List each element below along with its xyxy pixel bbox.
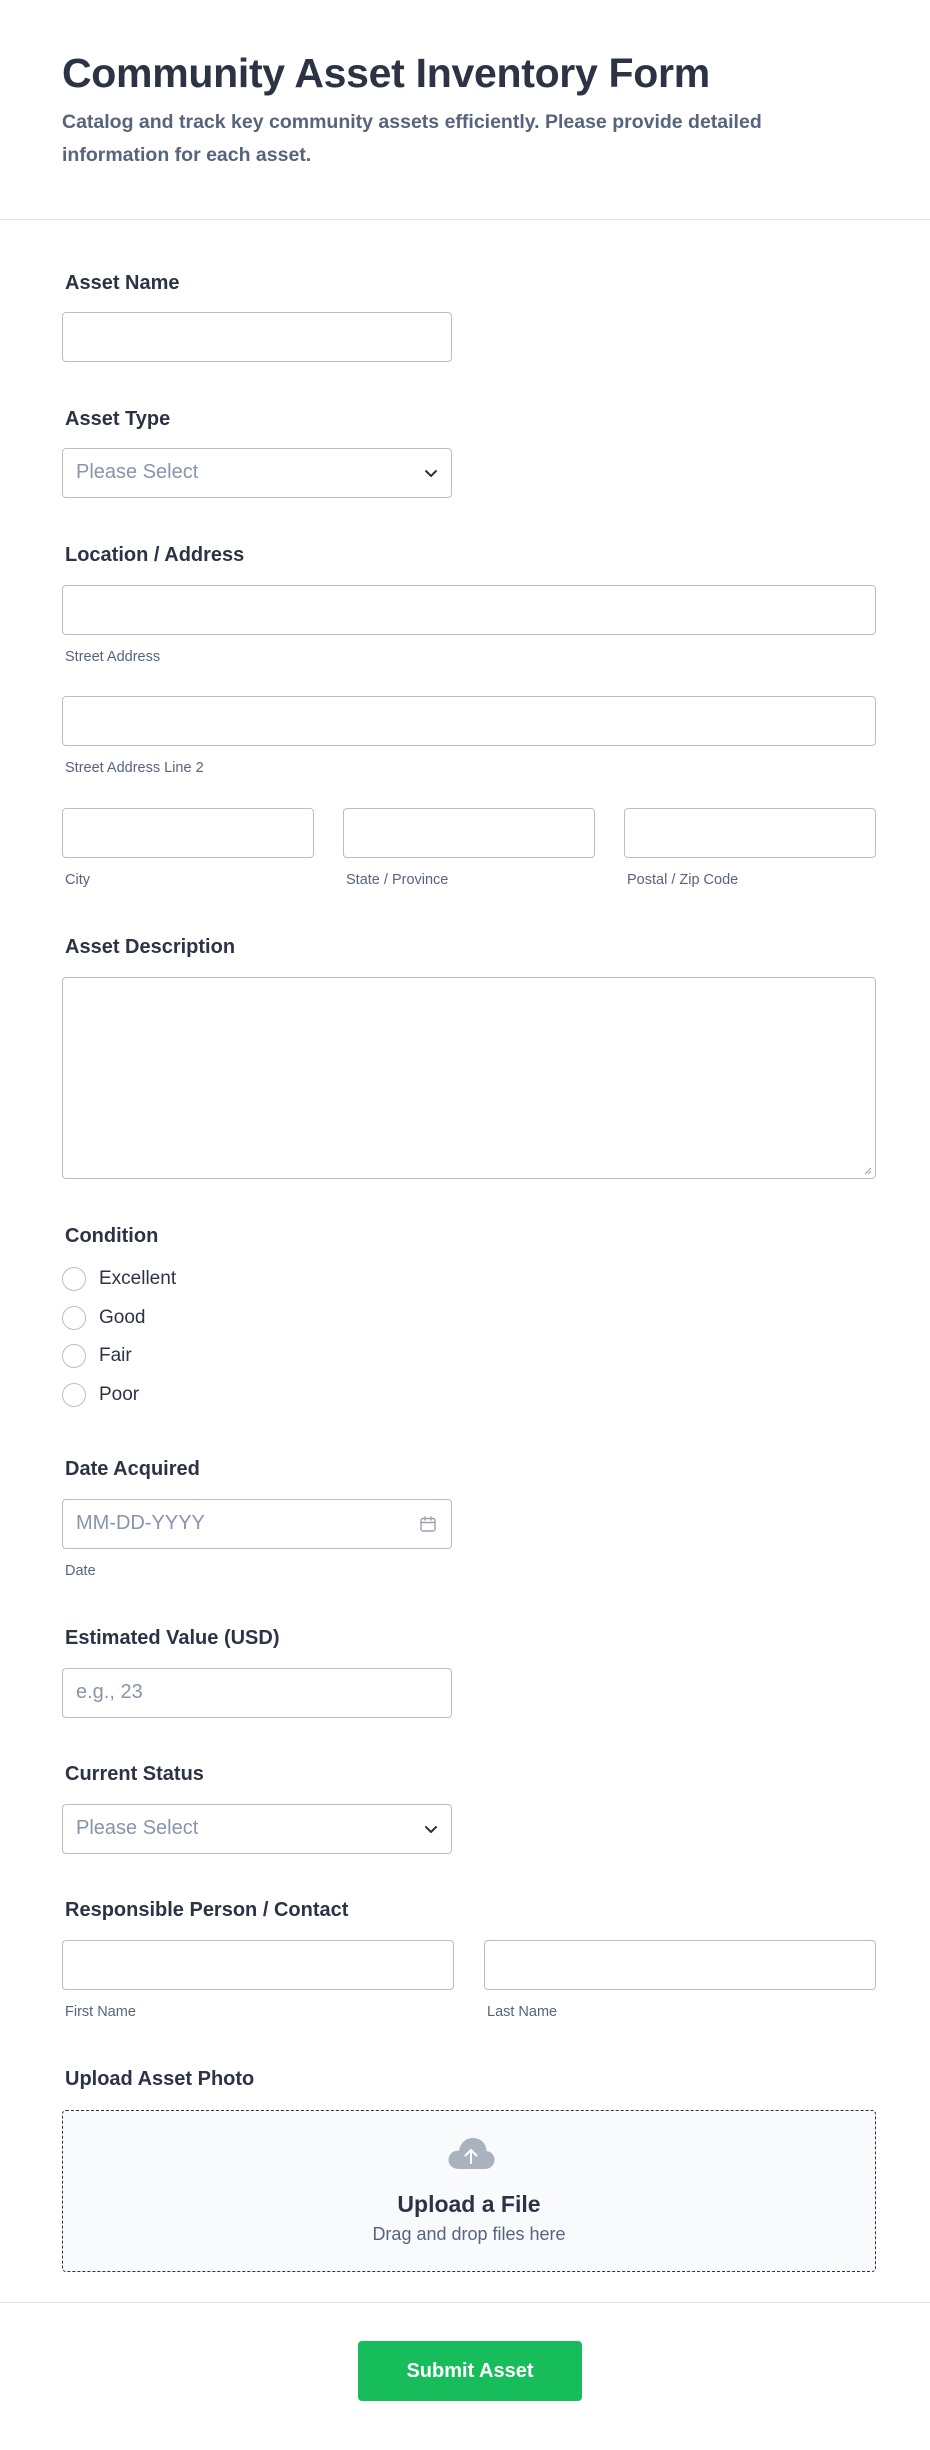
upload-title: Upload a File	[397, 2191, 541, 2217]
first-name-sublabel: First Name	[65, 2004, 136, 2020]
chevron-down-icon	[423, 465, 439, 481]
asset-description-textarea[interactable]	[62, 977, 876, 1179]
asset-description-label: Asset Description	[65, 936, 236, 958]
calendar-icon[interactable]	[419, 1515, 437, 1533]
asset-type-select[interactable]	[62, 448, 452, 498]
last-name-input[interactable]	[484, 1940, 876, 1990]
last-name-sublabel: Last Name	[487, 2004, 558, 2020]
responsible-person-label: Responsible Person / Contact	[65, 1899, 349, 1921]
date-acquired-input[interactable]	[62, 1499, 452, 1549]
date-sublabel: Date	[65, 1563, 96, 1579]
street-address-line2-sublabel: Street Address Line 2	[65, 760, 204, 776]
street-address-input[interactable]	[62, 585, 876, 635]
current-status-placeholder: Please Select	[76, 1817, 199, 1839]
estimated-value-input[interactable]	[62, 1668, 452, 1718]
current-status-label: Current Status	[65, 1763, 204, 1785]
radio-circle[interactable]	[62, 1383, 86, 1407]
street-address-line2-input[interactable]	[62, 696, 876, 746]
first-name-input[interactable]	[62, 1940, 454, 1990]
radio-circle[interactable]	[62, 1267, 86, 1291]
form-title: Community Asset Inventory Form	[62, 50, 710, 96]
condition-label: Condition	[65, 1225, 159, 1247]
radio-circle[interactable]	[62, 1344, 86, 1368]
file-upload-dropzone[interactable]	[62, 2110, 876, 2272]
radio-label: Poor	[99, 1384, 140, 1405]
upload-photo-label: Upload Asset Photo	[65, 2068, 255, 2090]
radio-label: Fair	[99, 1345, 132, 1366]
asset-type-label: Asset Type	[65, 408, 171, 430]
radio-circle[interactable]	[62, 1306, 86, 1330]
form-header	[0, 0, 930, 220]
location-label: Location / Address	[65, 544, 245, 566]
radio-label: Excellent	[99, 1268, 177, 1289]
asset-type-placeholder: Please Select	[76, 461, 199, 483]
city-input[interactable]	[62, 808, 314, 858]
form-footer	[0, 2302, 930, 2450]
asset-name-input[interactable]	[62, 312, 452, 362]
current-status-select[interactable]	[62, 1804, 452, 1854]
postal-code-input[interactable]	[624, 808, 876, 858]
asset-name-label: Asset Name	[65, 272, 180, 294]
estimated-value-label: Estimated Value (USD)	[65, 1627, 280, 1649]
date-placeholder: MM-DD-YYYY	[76, 1512, 205, 1534]
street-address-sublabel: Street Address	[65, 649, 161, 665]
form-description: Catalog and track key community assets efficiently. Please provide detailed information for each asset.	[62, 111, 762, 166]
submit-button[interactable]: Submit Asset	[358, 2341, 582, 2401]
state-sublabel: State / Province	[346, 872, 449, 888]
cloud-upload-icon	[446, 2135, 496, 2173]
resize-handle-icon[interactable]	[862, 1165, 872, 1175]
date-acquired-label: Date Acquired	[65, 1458, 200, 1480]
city-sublabel: City	[65, 872, 90, 888]
postal-code-sublabel: Postal / Zip Code	[627, 872, 739, 888]
estimated-value-placeholder: e.g., 23	[76, 1681, 143, 1703]
radio-label: Good	[99, 1307, 146, 1328]
upload-subtitle: Drag and drop files here	[372, 2224, 566, 2244]
state-input[interactable]	[343, 808, 595, 858]
chevron-down-icon	[423, 1821, 439, 1837]
